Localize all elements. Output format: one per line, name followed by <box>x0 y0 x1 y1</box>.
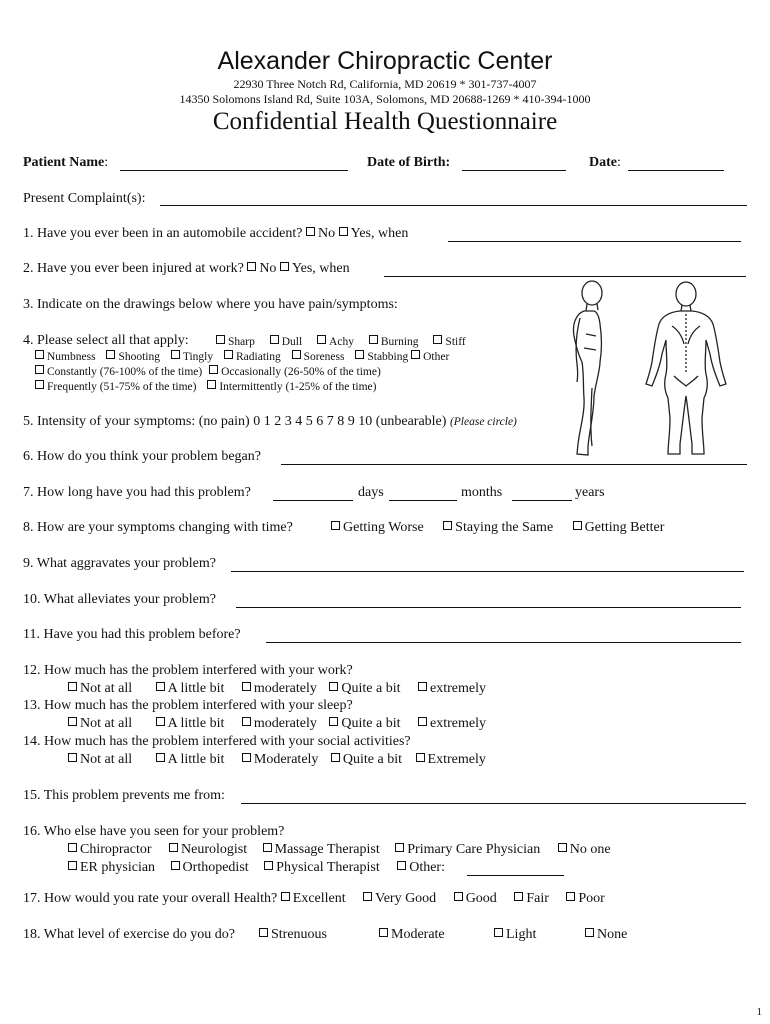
q14-little-bit-checkbox[interactable] <box>156 753 165 762</box>
q1-automobile-accident: 1. Have you ever been in an automobile accident? No Yes, when <box>23 226 409 241</box>
q16-who-else-seen: 16. Who else have you seen for your problem? <box>23 824 285 839</box>
neurologist-checkbox[interactable] <box>169 843 178 852</box>
achy-checkbox[interactable] <box>317 335 326 344</box>
date-field[interactable] <box>628 170 724 171</box>
q7-days-field[interactable] <box>273 500 353 501</box>
constantly-checkbox[interactable] <box>35 365 44 374</box>
q6-how-began: 6. How do you think your problem began? <box>23 449 261 464</box>
light-checkbox[interactable] <box>494 928 503 937</box>
address-line-2: 14350 Solomons Island Rd, Suite 103A, Solomons, MD 20688-1269 * 410-394-1000 <box>179 92 591 106</box>
fair-checkbox[interactable] <box>514 892 523 901</box>
stiff-checkbox[interactable] <box>433 335 442 344</box>
q8-symptoms-changing: 8. How are your symptoms changing with time? <box>23 520 293 535</box>
q14-options: Not at all A little bit Moderately Quite a bit Extremely <box>68 752 486 768</box>
q7-years-field[interactable] <box>512 500 572 501</box>
q15-answer-field[interactable] <box>241 803 746 804</box>
q16-options-row-2: ER physician Orthopedist Physical Therapist Other: <box>68 860 445 876</box>
q6-answer-field[interactable] <box>281 464 747 465</box>
q9-answer-field[interactable] <box>231 571 744 572</box>
q4-frequency-row-2: Frequently (51-75% of the time) Intermittently (1-25% of the time) <box>35 380 376 393</box>
q11-had-before: 11. Have you had this problem before? <box>23 627 241 642</box>
chiropractor-checkbox[interactable] <box>68 843 77 852</box>
q9-aggravates: 9. What aggravates your problem? <box>23 556 216 571</box>
q4-select-all: 4. Please select all that apply: <box>23 333 189 348</box>
q13-quite-a-bit-checkbox[interactable] <box>329 717 338 726</box>
q16-other-field[interactable] <box>467 875 564 876</box>
dull-checkbox[interactable] <box>270 335 279 344</box>
q18-strenuous: Strenuous <box>259 927 327 943</box>
q17-overall-health: 17. How would you rate your overall Health? Excellent Very Good Good Fair Poor <box>23 891 605 906</box>
q14-not-at-all-checkbox[interactable] <box>68 753 77 762</box>
q12-options: Not at all A little bit moderately Quite a bit extremely <box>68 681 486 697</box>
q18-exercise-level: 18. What level of exercise do you do? <box>23 927 236 942</box>
q13-not-at-all-checkbox[interactable] <box>68 717 77 726</box>
q10-alleviates: 10. What alleviates your problem? <box>23 592 216 607</box>
body-side-view-figure[interactable] <box>550 278 622 460</box>
address-line-1: 22930 Three Notch Rd, California, MD 20619 * 301-737-4007 <box>233 77 537 91</box>
q4-frequency-row-1: Constantly (76-100% of the time) Occasionally (26-50% of the time) <box>35 365 381 378</box>
patient-name-field[interactable] <box>120 170 348 171</box>
orthopedist-checkbox[interactable] <box>171 861 180 870</box>
staying-same-checkbox[interactable] <box>443 521 452 530</box>
strenuous-checkbox[interactable] <box>259 928 268 937</box>
q7-months-field[interactable] <box>389 500 457 501</box>
q2-no-checkbox[interactable] <box>247 262 256 271</box>
q1-when-field[interactable] <box>448 241 741 242</box>
q13-extremely-checkbox[interactable] <box>418 717 427 726</box>
massage-therapist-checkbox[interactable] <box>263 843 272 852</box>
physical-therapist-checkbox[interactable] <box>264 861 273 870</box>
q12-quite-a-bit-checkbox[interactable] <box>329 682 338 691</box>
q7-days-label: days <box>358 485 384 500</box>
tingly-checkbox[interactable] <box>171 350 180 359</box>
none-checkbox[interactable] <box>585 928 594 937</box>
q7-how-long: 7. How long have you had this problem? <box>23 485 251 500</box>
dob-field[interactable] <box>462 170 566 171</box>
date-label: Date: <box>589 155 621 170</box>
page-number: 1 <box>756 1006 762 1018</box>
q15-prevents-me-from: 15. This problem prevents me from: <box>23 788 225 803</box>
er-physician-checkbox[interactable] <box>68 861 77 870</box>
q1-yes-checkbox[interactable] <box>339 227 348 236</box>
q12-extremely-checkbox[interactable] <box>418 682 427 691</box>
q18-none: None <box>585 927 627 943</box>
other-checkbox[interactable] <box>411 350 420 359</box>
intermittently-checkbox[interactable] <box>207 380 216 389</box>
excellent-checkbox[interactable] <box>281 892 290 901</box>
q2-yes-checkbox[interactable] <box>280 262 289 271</box>
radiating-checkbox[interactable] <box>224 350 233 359</box>
frequently-checkbox[interactable] <box>35 380 44 389</box>
very-good-checkbox[interactable] <box>363 892 372 901</box>
q12-not-at-all-checkbox[interactable] <box>68 682 77 691</box>
q12-little-bit-checkbox[interactable] <box>156 682 165 691</box>
patient-name-label: Patient Name: <box>23 155 109 170</box>
q14-extremely-checkbox[interactable] <box>416 753 425 762</box>
numbness-checkbox[interactable] <box>35 350 44 359</box>
q13-moderately-checkbox[interactable] <box>242 717 251 726</box>
form-title: Confidential Health Questionnaire <box>212 108 558 135</box>
sharp-checkbox[interactable] <box>216 335 225 344</box>
q11-answer-field[interactable] <box>266 642 741 643</box>
no-one-checkbox[interactable] <box>558 843 567 852</box>
q2-injured-at-work: 2. Have you ever been injured at work? No Yes, when <box>23 261 350 276</box>
q10-answer-field[interactable] <box>236 607 741 608</box>
moderate-checkbox[interactable] <box>379 928 388 937</box>
q13-little-bit-checkbox[interactable] <box>156 717 165 726</box>
q16-options-row-1: Chiropractor Neurologist Massage Therapist Primary Care Physician No one <box>68 842 611 858</box>
present-complaint-field[interactable] <box>160 205 747 206</box>
stabbing-checkbox[interactable] <box>355 350 364 359</box>
q13-options: Not at all A little bit moderately Quite a bit extremely <box>68 716 486 732</box>
poor-checkbox[interactable] <box>566 892 575 901</box>
burning-checkbox[interactable] <box>369 335 378 344</box>
dob-label: Date of Birth: <box>367 155 451 170</box>
q14-quite-a-bit-checkbox[interactable] <box>331 753 340 762</box>
soreness-checkbox[interactable] <box>292 350 301 359</box>
q1-no-checkbox[interactable] <box>306 227 315 236</box>
present-complaint-label: Present Complaint(s): <box>23 191 146 206</box>
q8-options: Getting Worse Staying the Same Getting Better <box>331 520 664 536</box>
occasionally-checkbox[interactable] <box>209 365 218 374</box>
q4-sensation-row: Numbness Shooting Tingly Radiating Soreness Stabbing Other <box>35 350 449 363</box>
body-back-view-figure[interactable] <box>640 278 732 460</box>
q7-months-label: months <box>461 485 503 500</box>
q18-moderate: Moderate <box>379 927 445 943</box>
q14-moderately-checkbox[interactable] <box>242 753 251 762</box>
q12-moderately-checkbox[interactable] <box>242 682 251 691</box>
good-checkbox[interactable] <box>454 892 463 901</box>
other-provider-checkbox[interactable] <box>397 861 406 870</box>
getting-better-checkbox[interactable] <box>573 521 582 530</box>
q12-work-interference: 12. How much has the problem interfered with your work? <box>23 663 353 678</box>
q3-body-drawing-instruction: 3. Indicate on the drawings below where you have pain/symptoms: <box>23 297 398 312</box>
q14-social-interference: 14. How much has the problem interfered with your social activities? <box>23 734 411 749</box>
getting-worse-checkbox[interactable] <box>331 521 340 530</box>
q4-quality-row: Sharp Dull Achy Burning Stiff <box>216 335 478 348</box>
q7-years-label: years <box>575 485 605 500</box>
q2-when-field[interactable] <box>384 276 746 277</box>
primary-care-checkbox[interactable] <box>395 843 404 852</box>
q18-light: Light <box>494 927 536 943</box>
clinic-title: Alexander Chiropractic Center <box>217 47 553 75</box>
q13-sleep-interference: 13. How much has the problem interfered with your sleep? <box>23 698 353 713</box>
q5-intensity-scale[interactable]: 5. Intensity of your symptoms: (no pain) 0 1 2 3 4 5 6 7 8 9 10 (unbearable) (Please circle) <box>23 414 517 429</box>
shooting-checkbox[interactable] <box>106 350 115 359</box>
